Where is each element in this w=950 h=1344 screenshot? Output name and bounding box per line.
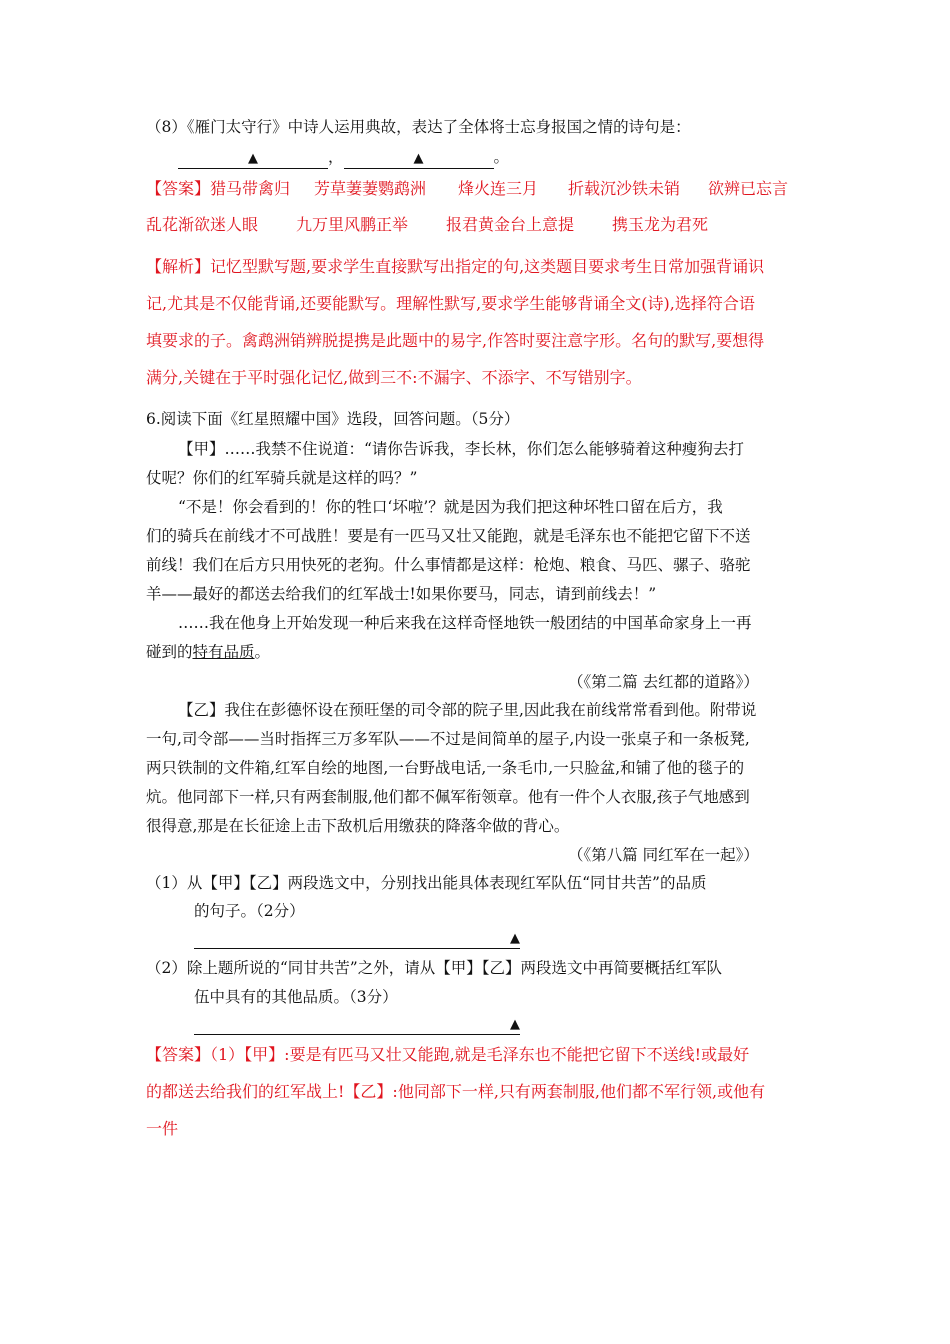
q8-prompt: （8）《雁门太守行》中诗人运用典故，表达了全体将士忘身报国之情的诗句是： — [146, 118, 691, 136]
passage-line: 碰到的特有品质。 — [146, 643, 271, 661]
passage-line: 前线！我们在后方只用快死的老狗。什么事情都是这样：枪炮、粮食、马匹、骡子、骆驼 — [146, 556, 751, 574]
passage-line: 炕。他同部下一样,只有两套制服,他们都不佩军衔领章。他有一件个人衣服,孩子气地感到 — [146, 788, 750, 806]
triangle-icon: ▲ — [413, 151, 424, 166]
q8-answer-item: 报君黄金台上意提 — [446, 215, 575, 234]
analysis-line: 填要求的子。禽鹉洲销辨脱提携是此题中的易字,作答时要注意字形。名句的默写,要想得 — [146, 331, 765, 350]
passage-source: （《第二篇 去红都的道路》） — [568, 673, 759, 691]
q8-answer-item: 芳草萋萋鹦鹉洲 — [314, 179, 427, 198]
q8-answer-item: 九万里风鹏正举 — [296, 215, 409, 234]
q8-answer-item: 欲辨已忘言 — [708, 179, 789, 198]
analysis-line: 【解析】记忆型默写题,要求学生直接默写出指定的句,这类题目要求考生日常加强背诵识 — [146, 257, 765, 276]
q8-answer-item: 乱花渐欲迷人眼 — [146, 215, 259, 234]
question-line: 伍中具有的其他品质。（3分） — [194, 988, 398, 1006]
question-line: 的句子。（2分） — [194, 902, 305, 920]
question-line: （1）从【甲】【乙】两段选文中，分别找出能具体表现红军队伍“同甘共苦”的品质 — [146, 874, 707, 892]
analysis-line: 记,尤其是不仅能背诵,还要能默写。理解性默写,要求学生能够背诵全文(诗),选择符合语 — [146, 294, 755, 313]
blank-separator: ， — [328, 148, 344, 166]
passage-line: 【甲】……我禁不住说道：“请你告诉我，李长林，你们怎么能够骑着这种瘦狗去打 — [178, 440, 744, 458]
passage-line: 两只铁制的文件箱,红军自绘的地图,一台野战电话,一条毛巾,一只脸盆,和铺了他的毯子的 — [146, 759, 745, 777]
passage-line: 们的骑兵在前线才不可战胜！要是有一匹马又壮又能跑，就是毛泽东也不能把它留下不送 — [146, 527, 751, 545]
passage-source: （《第八篇 同红军在一起》） — [568, 846, 759, 864]
answer-blank-1[interactable] — [178, 150, 328, 169]
passage-line: 【乙】我住在彭德怀设在预旺堡的司令部的院子里,因此我在前线常常看到他。附带说 — [178, 701, 757, 719]
blank-end: 。 — [493, 148, 510, 166]
passage-line: 羊——最好的都送去给我们的红军战士!如果你要马，同志，请到前线去！” — [146, 585, 657, 603]
q6-title: 6.阅读下面《红星照耀中国》选段，回答问题。（5分） — [146, 410, 520, 428]
triangle-icon: ▲ — [248, 151, 258, 166]
question-line: （2）除上题所说的“同甘共苦”之外，请从【甲】【乙】两段选文中再简要概括红军队 — [146, 959, 722, 977]
answer-line: 的都送去给我们的红军战上!【乙】:他同部下一样,只有两套制服,他们都不军行领,或他有 — [146, 1082, 766, 1101]
answer-blank-2[interactable] — [344, 150, 494, 169]
triangle-icon: ▲ — [510, 931, 520, 946]
triangle-icon: ▲ — [510, 1017, 520, 1032]
passage-line: ……我在他身上开始发现一种后来我在这样奇怪地铁一般团结的中国革命家身上一再 — [178, 614, 752, 632]
answer-line: 【答案】（1）【甲】:要是有匹马又壮又能跑,就是毛泽东也不能把它留下不送线!或最好 — [146, 1045, 750, 1064]
answer-line: 一件 — [146, 1119, 179, 1138]
answer-blank-4[interactable] — [194, 1012, 520, 1035]
underlined-phrase: 特有品质 — [192, 643, 255, 661]
passage-line: 仗呢？你们的红军骑兵就是这样的吗？” — [146, 469, 418, 487]
q8-answer-item: 折载沉沙铁未销 — [568, 179, 681, 198]
q8-blanks — [178, 146, 509, 169]
passage-line: 很得意,那是在长征途上击下敌机后用缴获的降落伞做的背心。 — [146, 817, 570, 835]
passage-line: “不是！你会看到的！你的牲口‘坏啦’？就是因为我们把这种坏牲口留在后方，我 — [178, 498, 723, 516]
answer-blank-3[interactable] — [194, 926, 520, 949]
passage-line: 一句,司令部——当时指挥三万多军队——不过是间简单的屋子,内设一张桌子和一条板凳, — [146, 730, 750, 748]
q8-answer-item: 【答案】猎马带禽归 — [146, 179, 291, 198]
q8-answer-item: 携玉龙为君死 — [612, 215, 709, 234]
analysis-line: 满分,关键在于平时强化记忆,做到三不:不漏字、不添字、不写错别字。 — [146, 368, 642, 387]
q8-answer-item: 烽火连三月 — [458, 179, 539, 198]
